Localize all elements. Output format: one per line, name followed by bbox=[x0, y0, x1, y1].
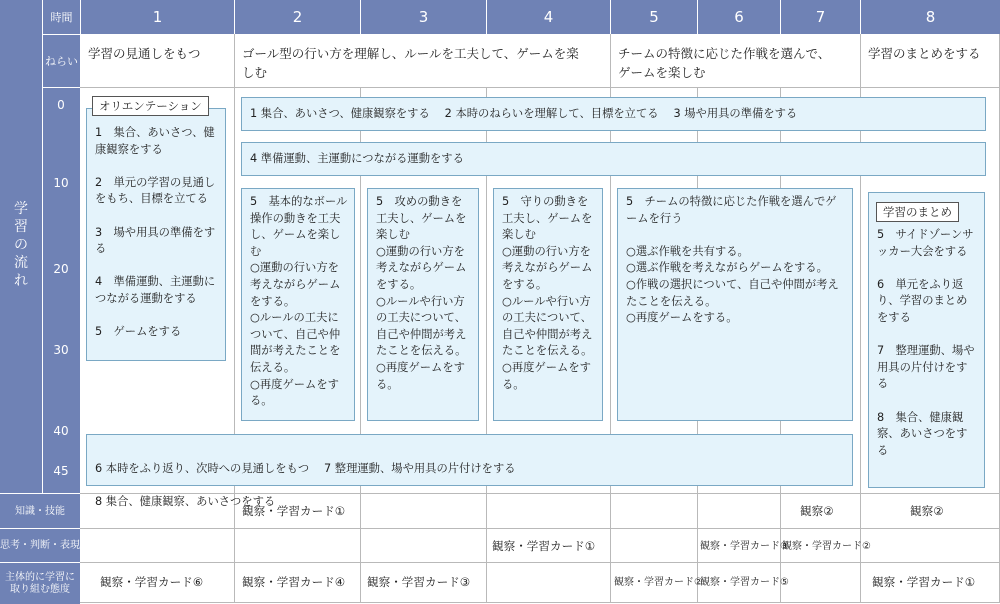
column-header-7: 7 bbox=[780, 0, 860, 34]
knowledge-col7: 観察② bbox=[800, 504, 834, 518]
column-header-5: 5 bbox=[610, 0, 697, 34]
closing-row-line-2: 8 集合、健康観察、あいさつをする bbox=[95, 494, 276, 508]
thinking-col7: 観察・学習カード② bbox=[782, 541, 871, 552]
activity-box-4: 5 守りの動きを工夫し、ゲームを楽しむ ○運動の行い方を考えながらゲームをする。 ○ルールや行い方の工夫について、自己や仲間が考えたことを伝える。 ○再度ゲームをする。 bbox=[493, 188, 603, 421]
attitude-col2: 観察・学習カード④ bbox=[242, 575, 346, 589]
orientation-box: 1 集合、あいさつ、健康観察をする 2 単元の学習の見通しをもち、目標を立てる 3 場や用具の準備をする 4 準備運動、主運動につながる運動をする 5 ゲームをする bbox=[86, 108, 226, 361]
thinking-col4: 観察・学習カード① bbox=[492, 539, 596, 553]
summary-box: 5 サイドゾーンサッカー大会をする 6 単元をふり返り、学習のまとめをする 7 整理運動、場や用具の片付けをする 8 集合、健康観察、あいさつをする bbox=[868, 192, 985, 488]
column-header-3: 3 bbox=[360, 0, 486, 34]
attitude-col5: 観察・学習カード② bbox=[614, 577, 703, 588]
tick-20: 20 bbox=[53, 262, 69, 276]
aim-col1: 学習の見通しをもつ bbox=[88, 46, 201, 61]
attitude-col3: 観察・学習カード③ bbox=[367, 575, 471, 589]
attitude-col1: 観察・学習カード⑥ bbox=[100, 575, 204, 589]
summary-label: 学習のまとめ bbox=[876, 202, 959, 222]
closing-row-line-1: 6 本時をふり返り、次時への見通しをもつ 7 整理運動、場や用具の片付けをする bbox=[95, 461, 516, 475]
attitude-row-label bbox=[0, 562, 80, 604]
aim-col5-7: チームの特徴に応じた作戦を選んで、ゲームを楽しむ bbox=[618, 46, 831, 80]
thinking-col6: 観察・学習カード③ bbox=[700, 541, 789, 552]
tick-0: 0 bbox=[57, 98, 65, 112]
knowledge-row-label: 知識・技能 bbox=[0, 493, 80, 529]
activity-box-5-7: 5 チームの特徴に応じた作戦を選んでゲームを行う ○選ぶ作戦を共有する。 ○選ぶ作戦を考えながらゲームをする。 ○作戦の選択について、自己や仲間が考えたことを伝える。 ○再度ゲームをする。 bbox=[617, 188, 853, 421]
column-header-1: 1 bbox=[80, 0, 234, 34]
thinking-row-label: 思考・判断・表現 bbox=[0, 528, 80, 563]
warmup-row-box: 4 準備運動、主運動につながる運動をする bbox=[241, 142, 986, 176]
column-header-4: 4 bbox=[486, 0, 610, 34]
aim-col8: 学習のまとめをする bbox=[868, 46, 981, 61]
aim-label-cell: ねらい bbox=[42, 34, 80, 87]
attitude-col8: 観察・学習カード① bbox=[872, 575, 976, 589]
time-label-cell: 時間 bbox=[42, 0, 80, 34]
knowledge-col8: 観察② bbox=[910, 504, 944, 518]
tick-10: 10 bbox=[53, 176, 69, 190]
aim-col2-4: ゴール型の行い方を理解し、ルールを工夫して、ゲームを楽しむ bbox=[242, 46, 579, 80]
attitude-label-line-2: 取り組む態度 bbox=[10, 583, 70, 595]
closing-row-box bbox=[86, 434, 853, 508]
activity-box-3: 5 攻めの動きを工夫し、ゲームを楽しむ ○運動の行い方を考えながらゲームをする。 ○ルールや行い方の工夫について、自己や仲間が考えたことを伝える。 ○再度ゲームをする。 bbox=[367, 188, 479, 421]
flow-label: 学習の流れ bbox=[14, 201, 28, 289]
intro-row-box: 1 集合、あいさつ、健康観察をする 2 本時のねらいを理解して、目標を立てる 3 場や用具の準備をする bbox=[241, 97, 986, 131]
activity-box-2: 5 基本的なボール操作の動きを工夫し、ゲームを楽しむ ○運動の行い方を考えながらゲームをする。 ○ルールの工夫について、自己や仲間が考えたことを伝える。 ○再度ゲームをする。 bbox=[241, 188, 355, 421]
attitude-label-line-1: 主体的に学習に bbox=[5, 571, 75, 583]
attitude-col6: 観察・学習カード⑤ bbox=[700, 577, 789, 588]
column-header-8: 8 bbox=[860, 0, 1000, 34]
tick-45: 45 bbox=[53, 464, 69, 478]
tick-40: 40 bbox=[53, 424, 69, 438]
column-header-2: 2 bbox=[234, 0, 360, 34]
tick-30: 30 bbox=[53, 343, 69, 357]
column-header-6: 6 bbox=[697, 0, 780, 34]
orientation-label: オリエンテーション bbox=[92, 96, 209, 116]
knowledge-col2: 観察・学習カード① bbox=[242, 504, 346, 518]
